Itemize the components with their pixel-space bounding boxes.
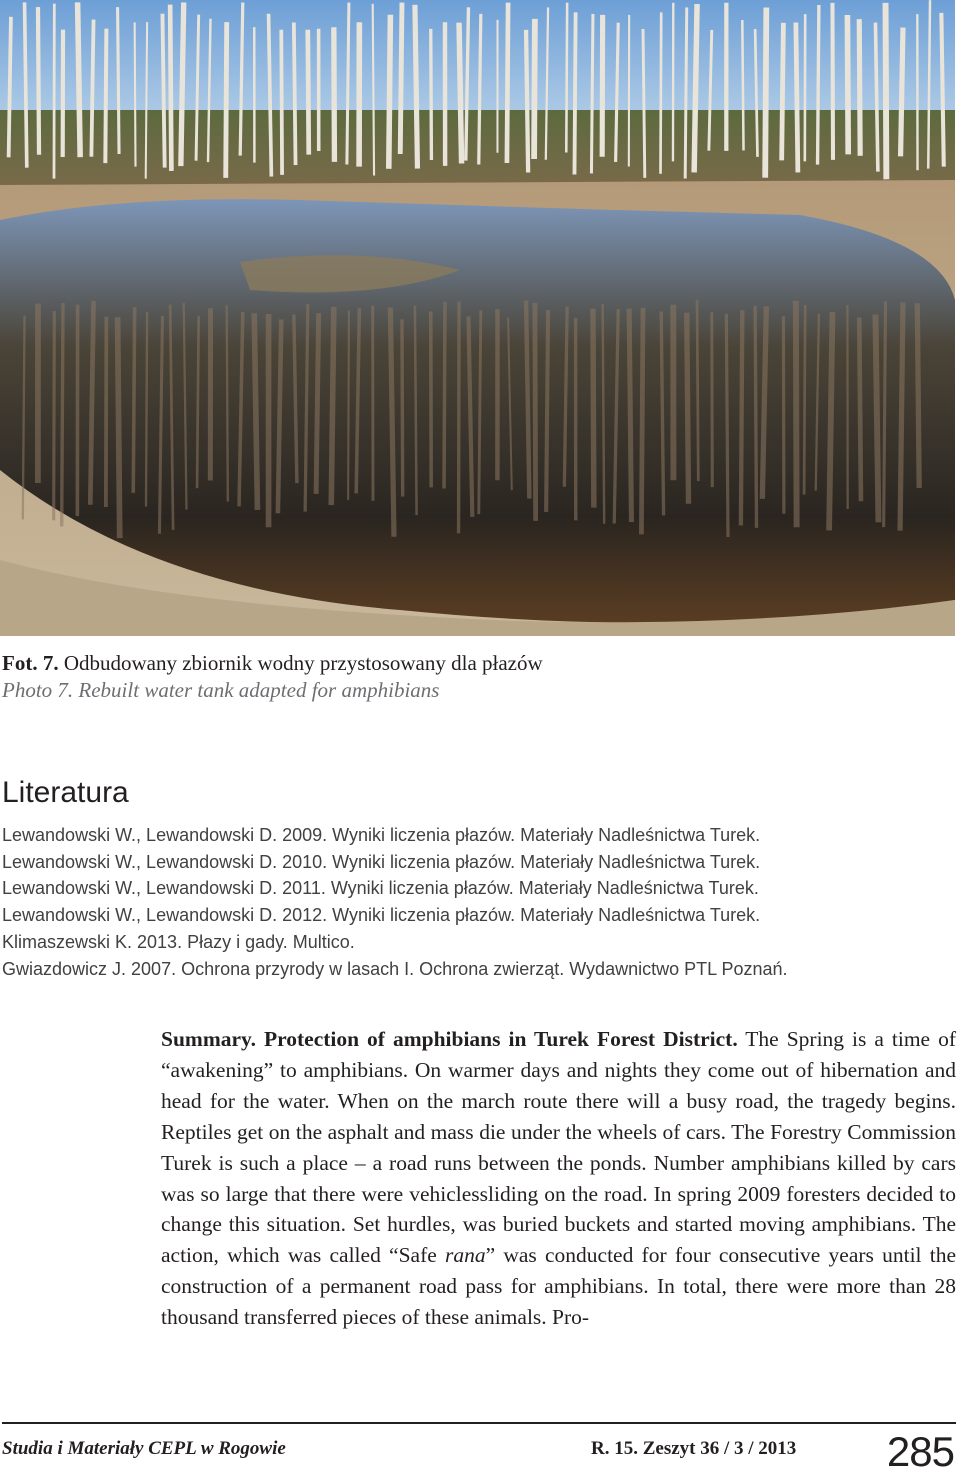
pond-photo (0, 0, 955, 636)
trunk-reflection (546, 310, 548, 512)
summary-paragraph (161, 1024, 956, 1333)
reference-item: Klimaszewski K. 2013. Płazy i gady. Multico. (2, 931, 355, 952)
photo-caption-polish (2, 650, 543, 676)
summary-rana: rana (444, 1243, 486, 1268)
birch-trunk (78, 2, 81, 157)
birch-trunk (661, 12, 662, 173)
birch-trunk (170, 5, 171, 171)
trunk-reflection (402, 319, 403, 496)
trunk-reflection (900, 302, 903, 530)
reference-item: Lewandowski W., Lewandowski D. 2009. Wyniki liczenia płazów. Materiały Nadleśnictwa Turek. (2, 825, 761, 845)
birch-trunk (415, 5, 418, 169)
birch-trunk (566, 3, 567, 153)
birch-trunk (479, 14, 481, 165)
birch-trunk (847, 15, 848, 154)
birch-trunk (796, 23, 798, 173)
summary-text-end: ” was conducted for four consecutive years until the construction of a permanent road pass for amphibians. In total, there were more than 28 thousand transferred pieces of these animals. Pro- (161, 1243, 956, 1330)
trunk-reflection (118, 317, 120, 538)
trunk-reflection (593, 309, 594, 508)
caption-text-polish: Odbudowany zbiornik wodny przystosowany dla płazów (58, 651, 543, 675)
birch-trunk (694, 4, 697, 172)
birch-trunk (459, 23, 462, 164)
birch-trunk (643, 29, 645, 178)
trunk-reflection (755, 306, 756, 528)
birch-trunk (782, 23, 784, 161)
birch-trunk (294, 23, 296, 166)
birch-trunk (818, 5, 819, 165)
trunk-reflection (54, 311, 55, 520)
birch-trunk (901, 28, 903, 157)
birch-trunk (685, 7, 687, 178)
trunk-reflection (133, 307, 134, 493)
footer-divider (2, 1422, 956, 1424)
birch-trunk (875, 23, 877, 172)
birch-trunk (118, 7, 119, 154)
summary-title: Protection of amphibians in Turek Forest District. (263, 1027, 738, 1051)
trunk-reflection (796, 301, 797, 527)
photo-caption-english: Photo 7. Rebuilt water tank adapted for amphibians (2, 678, 440, 702)
birch-trunk (162, 14, 164, 168)
trunk-reflection (197, 316, 199, 488)
caption-number: Fot. 7. (2, 651, 59, 675)
birch-trunk (941, 13, 943, 167)
trunk-reflection (829, 312, 832, 530)
birch-trunk (281, 30, 282, 175)
trunk-reflection (316, 313, 319, 494)
trunk-reflection (687, 313, 689, 504)
footer-issue: R. 15. Zeszyt 36 / 3 / 2013 (591, 1438, 797, 1459)
birch-trunk (91, 20, 93, 157)
summary-label: Summary. (161, 1027, 256, 1051)
page-number: 285 (886, 1428, 954, 1475)
reference-item: Lewandowski W., Lewandowski D. 2012. Wyniki liczenia płazów. Materiały Nadleśnictwa Turek. (2, 905, 761, 926)
trunk-reflection (661, 311, 663, 515)
trunk-reflection (415, 306, 417, 516)
reference-item: Gwiazdowicz J. 2007. Ochrona przyrody w lasach I. Ochrona zwierząt. Wydawnictwo PTL Poznań. (2, 958, 788, 979)
footer-journal-name: Studia i Materiały CEPL w Rogowie (2, 1438, 286, 1459)
birch-trunk (389, 15, 391, 169)
birch-trunk (886, 3, 887, 179)
birch-trunk (591, 14, 592, 173)
trunk-reflection (62, 303, 63, 526)
birch-trunk (832, 3, 833, 160)
trunk-reflection (875, 315, 878, 523)
reference-list (2, 822, 788, 982)
trunk-reflection (741, 310, 742, 525)
birch-trunk (859, 19, 860, 156)
birch-trunk (146, 22, 147, 179)
trunk-reflection (712, 312, 713, 487)
trunk-reflection (90, 301, 93, 505)
trunk-reflection (726, 314, 728, 537)
trunk-reflection (859, 317, 861, 501)
trunk-reflection (917, 303, 919, 488)
birch-trunk (507, 3, 508, 163)
birch-trunk (574, 12, 575, 174)
birch-trunk (431, 29, 432, 160)
trunk-reflection (146, 312, 147, 507)
birch-trunk (9, 17, 11, 157)
birch-trunk (742, 20, 743, 150)
birch-trunk (135, 22, 136, 166)
birch-trunk (765, 7, 766, 177)
birch-trunk (226, 22, 227, 178)
trunk-reflection (641, 308, 643, 535)
reference-item: Lewandowski W., Lewandowski D. 2010. Wyniki liczenia płazów. Materiały Nadleśnictwa Turek. (2, 851, 761, 872)
birch-trunk (105, 29, 106, 163)
trunk-reflection (603, 304, 605, 524)
birch-trunk (534, 19, 535, 159)
birch-trunk (347, 3, 349, 165)
trunk-reflection (227, 305, 228, 501)
trunk-reflection (804, 305, 805, 495)
birch-trunk (181, 2, 184, 166)
birch-trunk (526, 30, 528, 173)
birch-trunk (38, 7, 39, 155)
trunk-reflection (535, 303, 536, 521)
trunk-reflection (331, 307, 334, 505)
reference-item: Lewandowski W., Lewandowski D. 2011. Wyniki liczenia płazów. Materiały Nadleśnictwa Turek. (2, 878, 759, 899)
birch-trunk (334, 27, 335, 162)
birch-trunk (400, 3, 402, 154)
trunk-reflection (254, 313, 257, 510)
birch-trunk (373, 4, 374, 176)
trunk-reflection (884, 301, 886, 527)
trunk-reflection (390, 308, 394, 537)
trunk-reflection (444, 302, 445, 489)
birch-trunk (308, 30, 309, 155)
trunk-reflection (629, 309, 631, 522)
trunk-reflection (697, 300, 698, 481)
birch-trunk (25, 2, 27, 167)
literature-heading: Literatura (2, 776, 129, 809)
summary-text: The Spring is a time of “awakening” to amphibians. On warmer days and nights they come out of hibernation and head for the water. When on the march route there will a busy road, the tragedy begins. Reptiles get on the asphalt and mass die under the wheels of cars. The Forestry Commission Turek is such a place – a road runs between the ponds. Number amphibians killed by cars was so large that there were vehiclessliding on the road. In spring 2009 foresters decided to change this situation. Set hurdles, was buried buckets and started moving amphibians. The action, which was called “Safe (161, 1027, 956, 1268)
trunk-reflection (348, 310, 349, 500)
